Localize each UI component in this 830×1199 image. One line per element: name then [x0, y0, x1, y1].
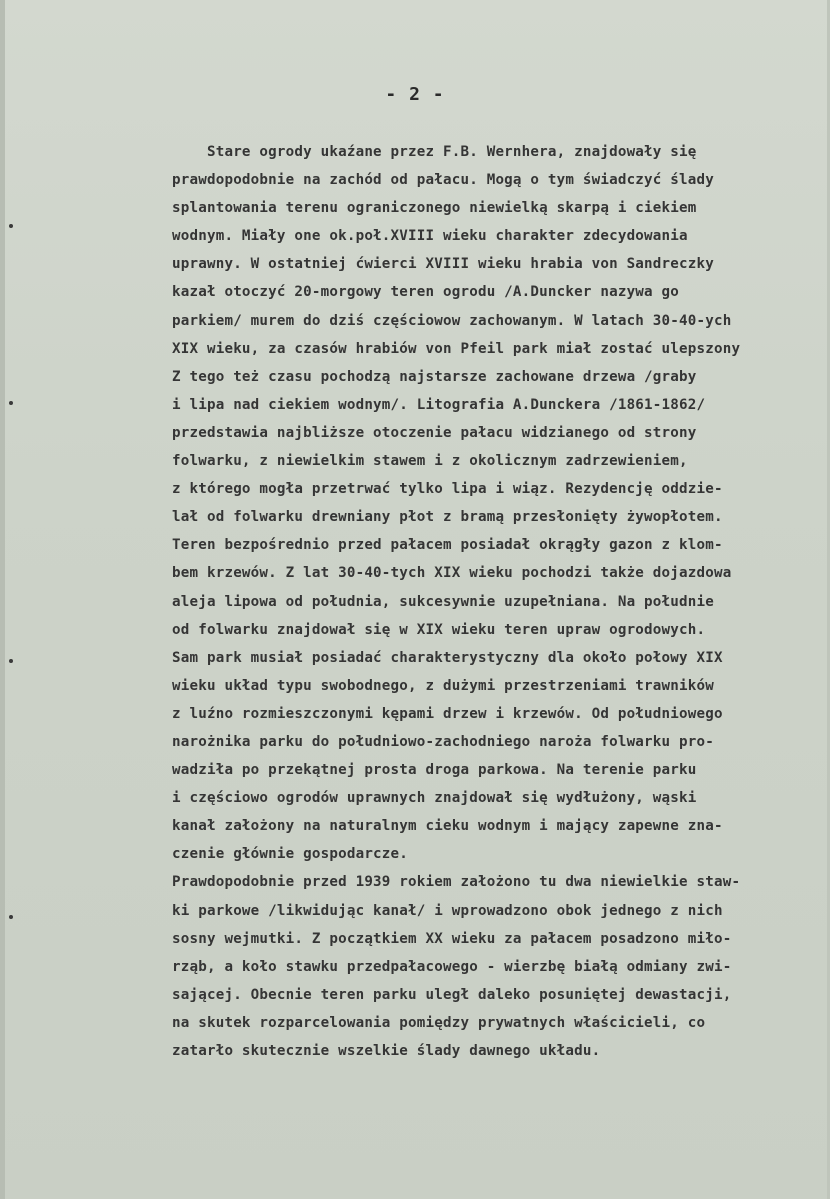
page-edge-shadow [0, 0, 5, 1199]
text-line: wadziła po przekątnej prosta droga parkowa. Na terenie parku [172, 762, 697, 779]
text-line: folwarku, z niewielkim stawem i z okolicznym zadrzewieniem, [172, 453, 688, 470]
text-line: z luźno rozmieszczonymi kępami drzew i krzewów. Od południowego [172, 705, 723, 722]
text-line: Z tego też czasu pochodzą najstarsze zachowane drzewa /graby [172, 368, 697, 385]
text-line: kanał założony na naturalnym cieku wodnym i mający zapewne zna- [172, 818, 723, 835]
text-line: parkiem/ murem do dziś częściowow zachowanym. W latach 30-40-ych [172, 312, 732, 329]
text-line: sającej. Obecnie teren parku uległ daleko posuniętej dewastacji, [172, 986, 732, 1003]
margin-mark [9, 224, 13, 228]
text-line: ki parkowe /likwidując kanał/ i wprowadzono obok jednego z nich [172, 902, 723, 919]
text-line: czenie głównie gospodarcze. [172, 846, 409, 863]
text-line: rząb, a koło stawku przedpałacowego - wierzbę białą odmiany zwi- [172, 958, 732, 975]
text-line: Teren bezpośrednio przed pałacem posiadał okrągły gazon z klom- [172, 537, 723, 554]
text-line: uprawny. W ostatniej ćwierci XVIII wieku hrabia von Sandreczky [172, 256, 714, 273]
text-line: bem krzewów. Z lat 30-40-tych XIX wieku pochodzi także dojazdowa [172, 565, 732, 582]
text-line: kazał otoczyć 20-morgowy teren ogrodu /A.Duncker nazywa go [172, 284, 680, 301]
text-line: na skutek rozparcelowania pomiędzy prywatnych właścicieli, co [172, 1014, 706, 1031]
text-line: Prawdopodobnie przed 1939 rokiem założono tu dwa niewielkie staw- [172, 874, 741, 891]
text-line: przedstawia najbliższe otoczenie pałacu widzianego od strony [172, 424, 697, 441]
text-line: wodnym. Miały one ok.poł.XVIII wieku charakter zdecydowania [172, 228, 688, 245]
margin-mark [9, 915, 13, 919]
text-line: splantowania terenu ograniczonego niewielką skarpą i ciekiem [172, 200, 697, 217]
text-line: i częściowo ogrodów uprawnych znajdował się wydłużony, wąski [172, 790, 697, 807]
text-line: Stare ogrody ukaźane przez F.B. Wernhera, znajdowały się [172, 144, 697, 160]
margin-mark [9, 659, 13, 663]
text-line: z którego mogła przetrwać tylko lipa i wiąz. Rezydencję oddzie- [172, 481, 723, 498]
text-line: narożnika parku do południowo-zachodniego naroża folwarku pro- [172, 733, 714, 750]
text-line: Sam park musiał posiadać charakterystyczny dla około połowy XIX [172, 649, 723, 666]
margin-mark [9, 401, 13, 405]
text-line: i lipa nad ciekiem wodnym/. Litografia A.Dunckera /1861-1862/ [172, 396, 706, 413]
text-line: wieku układ typu swobodnego, z dużymi przestrzeniami trawników [172, 677, 714, 694]
text-line: prawdopodobnie na zachód od pałacu. Mogą o tym świadczyć ślady [172, 172, 714, 189]
text-line: sosny wejmutki. Z początkiem XX wieku za pałacem posadzono miło- [172, 930, 732, 947]
typed-text-body [172, 138, 822, 1065]
text-line: od folwarku znajdował się w XIX wieku teren upraw ogrodowych. [172, 621, 706, 638]
page-number: - 2 - [385, 84, 445, 105]
text-line: lał od folwarku drewniany płot z bramą przesłonięty żywopłotem. [172, 509, 723, 526]
text-line: XIX wieku, za czasów hrabiów von Pfeil park miał zostać ulepszony [172, 340, 741, 357]
text-line: zatarło skutecznie wszelkie ślady dawnego układu. [172, 1043, 601, 1059]
text-line: aleja lipowa od południa, sukcesywnie uzupełniana. Na południe [172, 593, 714, 610]
